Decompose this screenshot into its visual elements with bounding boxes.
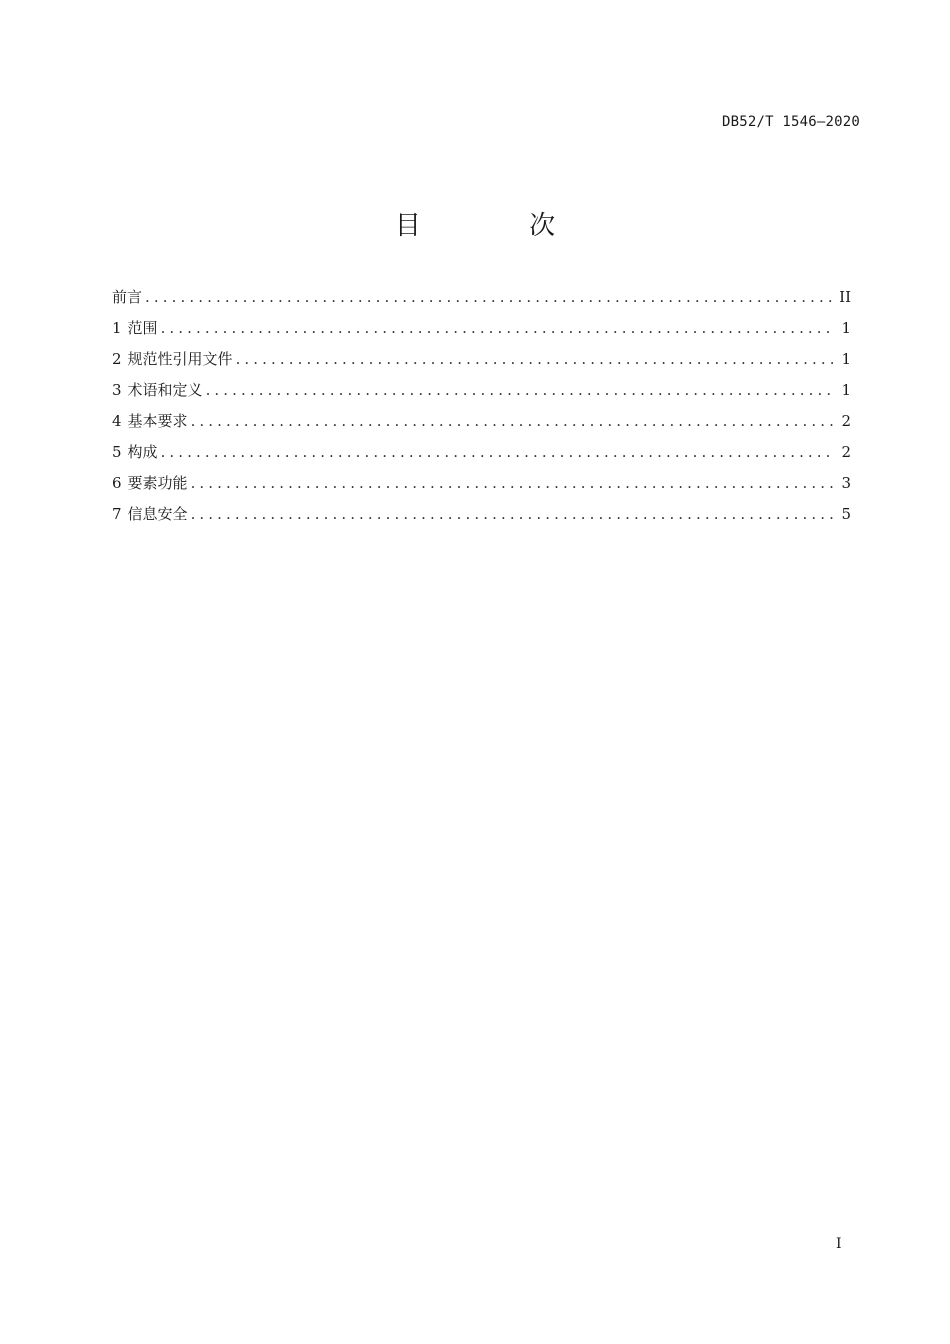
- toc-leader-dots: [191, 470, 833, 496]
- toc-entry-page: 2: [841, 443, 851, 461]
- toc-entry-page: 3: [841, 474, 851, 492]
- toc-entry-label: 术语和定义: [127, 381, 203, 399]
- toc-entry-page: 5: [841, 505, 851, 523]
- toc-leader-dots: [206, 377, 833, 403]
- toc-entry-label: 构成: [127, 443, 158, 461]
- toc-entry-information-security[interactable]: [112, 501, 851, 532]
- toc-leader-dots: [145, 284, 833, 310]
- toc-entry-number: 3: [112, 381, 122, 399]
- toc-entry-page: 1: [841, 350, 851, 368]
- toc-entry-number: 2: [112, 350, 122, 368]
- toc-entry-label: 要素功能: [127, 474, 188, 492]
- toc-entry-page: 2: [841, 412, 851, 430]
- toc-entry-page: 1: [841, 319, 851, 337]
- toc-list: [112, 284, 851, 532]
- toc-entry-scope[interactable]: [112, 315, 851, 346]
- toc-leader-dots: [236, 346, 833, 372]
- toc-entry-element-functions[interactable]: [112, 470, 851, 501]
- toc-entry-label: 前言: [112, 288, 143, 306]
- toc-entry-terms-definitions[interactable]: [112, 377, 851, 408]
- toc-leader-dots: [191, 501, 833, 527]
- page-number: I: [836, 1236, 842, 1252]
- toc-entry-number: 4: [112, 412, 122, 430]
- toc-entry-label: 范围: [127, 319, 158, 337]
- toc-title: 目 次: [394, 211, 606, 241]
- toc-entry-label: 规范性引用文件: [127, 350, 233, 368]
- toc-entry-number: 7: [112, 505, 122, 523]
- toc-leader-dots: [161, 315, 833, 341]
- toc-entry-normative-references[interactable]: [112, 346, 851, 377]
- toc-entry-label: 信息安全: [127, 505, 188, 523]
- toc-entry-number: 1: [112, 319, 122, 337]
- toc-entry-page: II: [839, 288, 851, 306]
- toc-entry-page: 1: [841, 381, 851, 399]
- document-code: DB52/T 1546—2020: [721, 114, 860, 130]
- toc-leader-dots: [191, 408, 833, 434]
- toc-entry-composition[interactable]: [112, 439, 851, 470]
- toc-leader-dots: [161, 439, 833, 465]
- toc-entry-number: 5: [112, 443, 122, 461]
- toc-entry-number: 6: [112, 474, 122, 492]
- toc-entry-foreword[interactable]: [112, 284, 851, 315]
- toc-entry-basic-requirements[interactable]: [112, 408, 851, 439]
- toc-entry-label: 基本要求: [127, 412, 188, 430]
